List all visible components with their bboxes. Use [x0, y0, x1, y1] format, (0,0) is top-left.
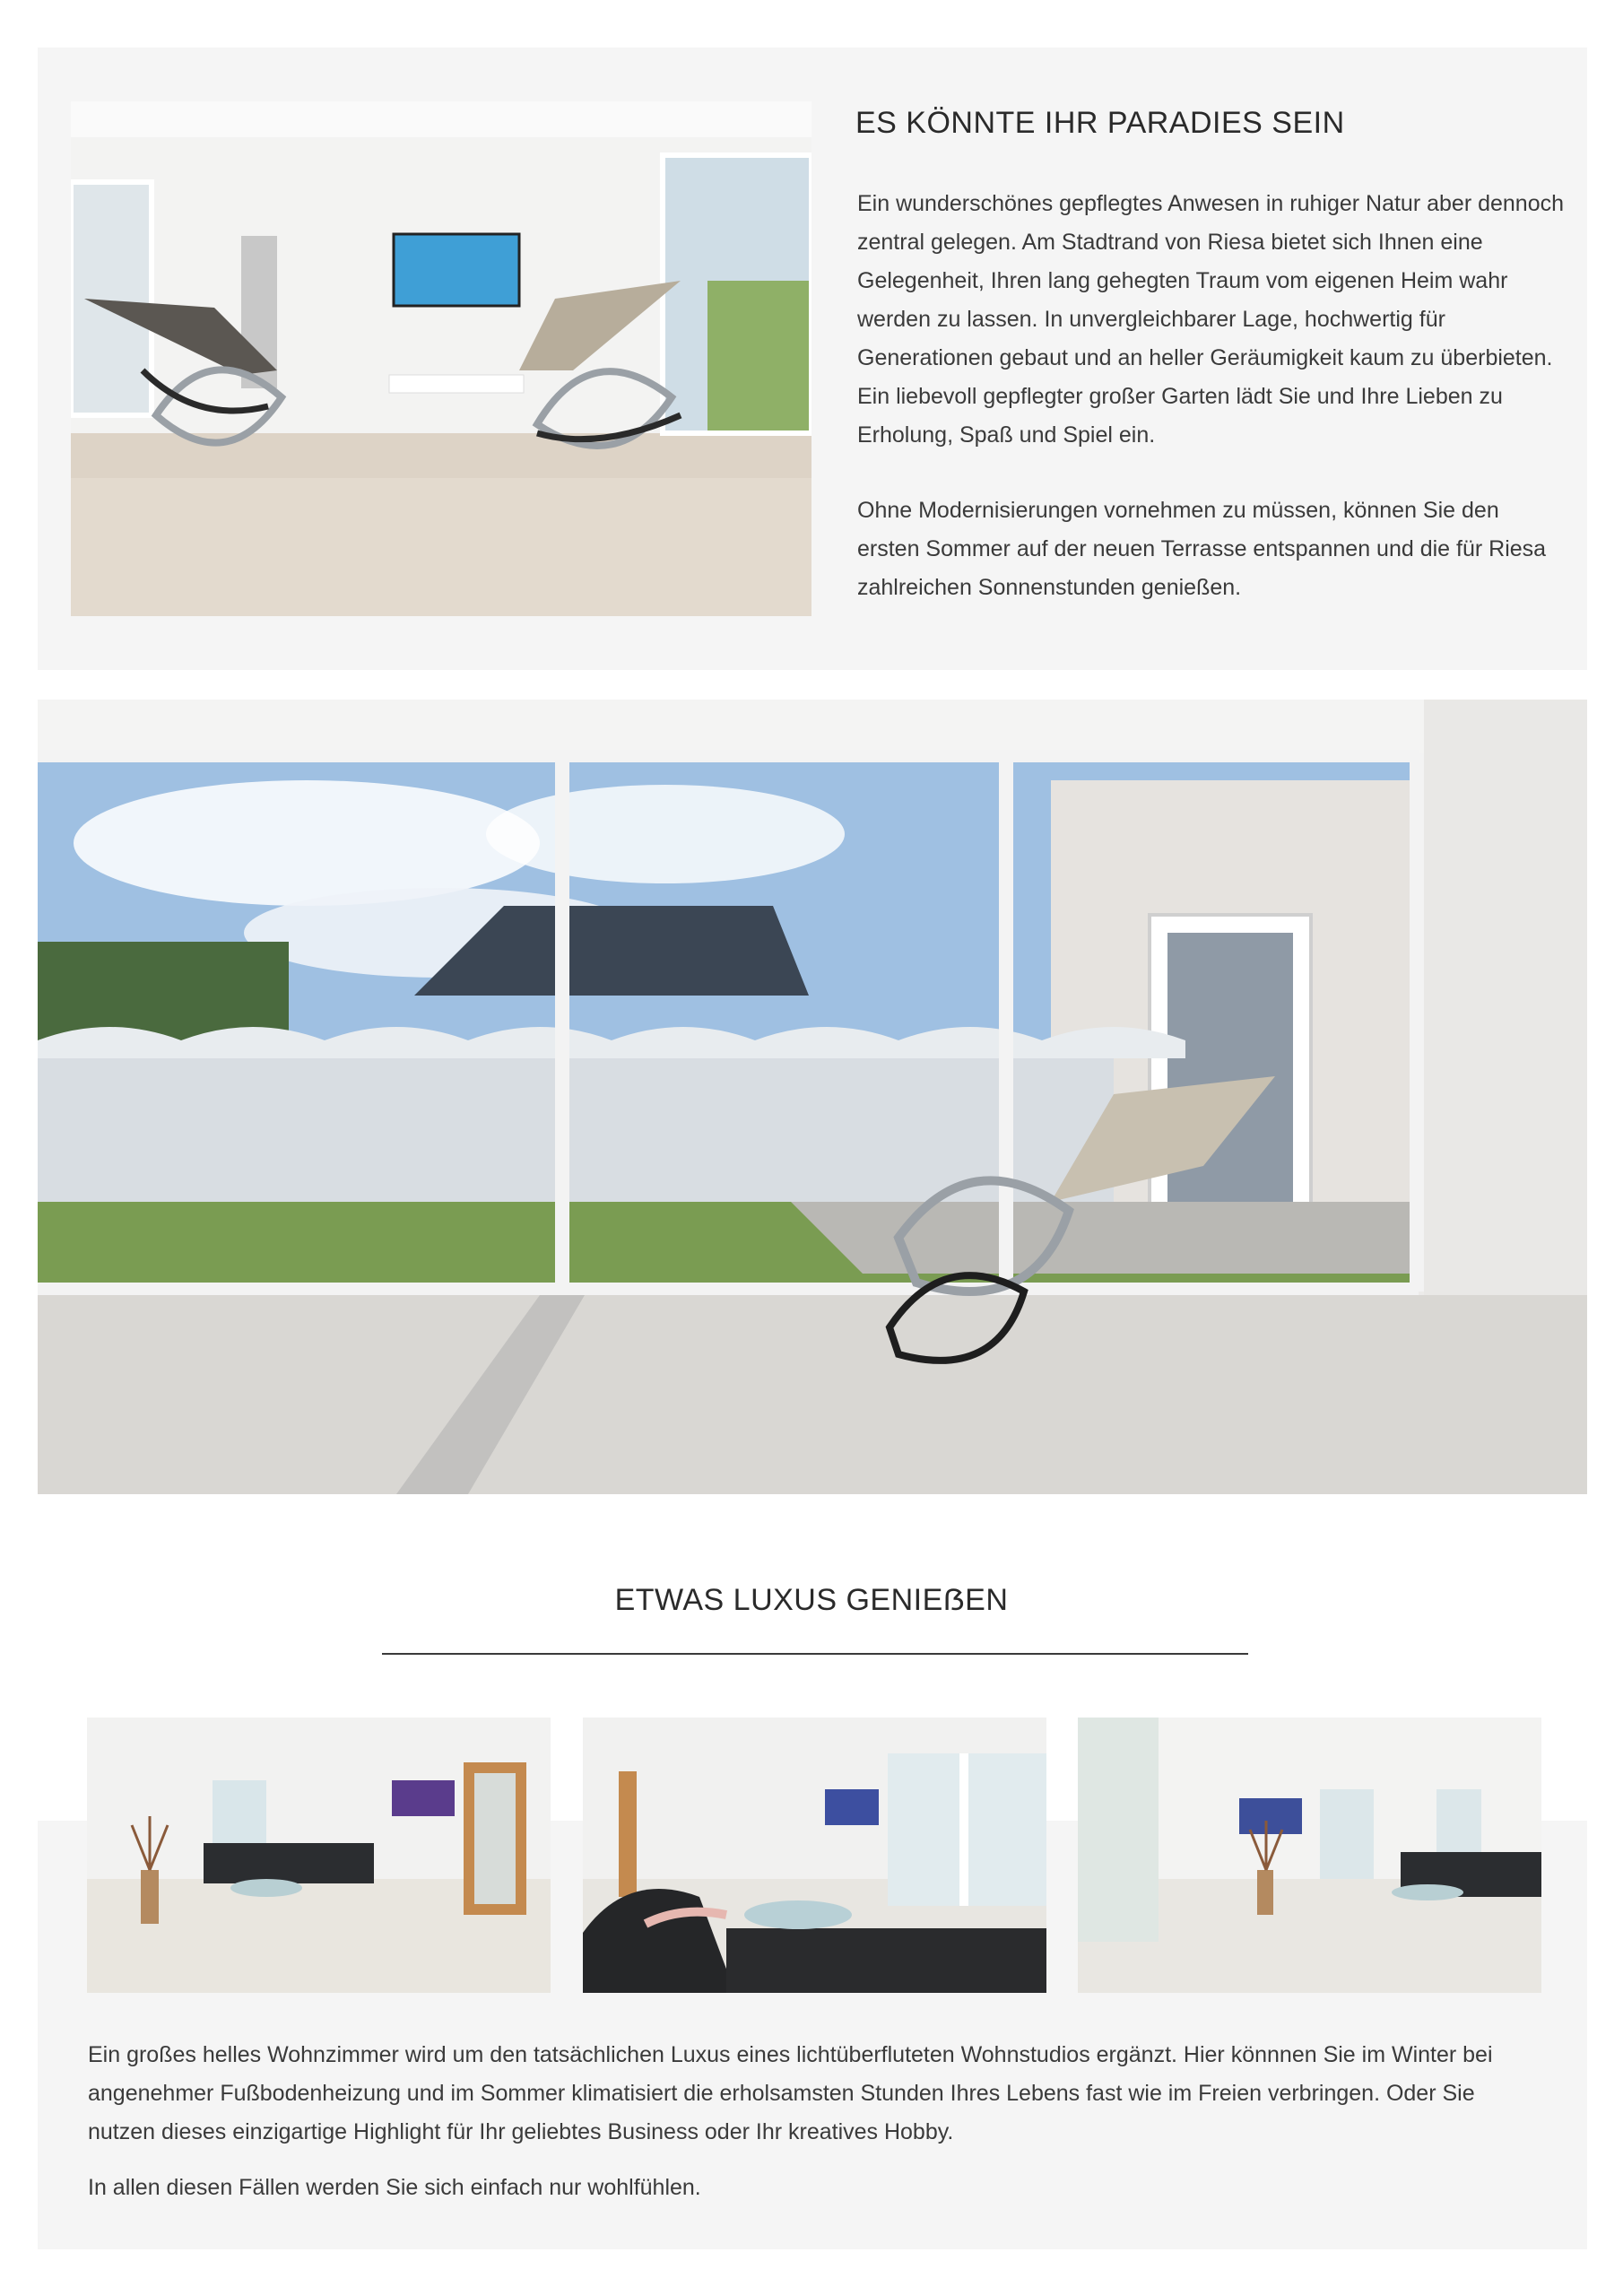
bright-living-space-photo — [1078, 1718, 1541, 1993]
studio-window-garden-photo — [38, 700, 1587, 1494]
intro-paragraph-2: Ohne Modernisierungen vornehmen zu müssen, können Sie den ersten Sommer auf der neuen Terrasse entspannen und die für Riesa zahlreichen Sonnenstunden genießen. — [857, 498, 1547, 600]
intro-paragraph-1: Ein wunderschönes gepflegtes Anwesen in ruhiger Natur aber dennoch zentral gelegen. Am Stadtrand von Riesa bietet sich Ihnen eine Gelegenheit, Ihren lang gehegten Traum vom eigenen Heim wahr werden zu lassen. In unvergleichbarer Lage, hochwertig für Generationen gebaut und an heller Geräumigkeit kaum zu überbieten. Ein liebevoll gepflegter großer Garten lädt Sie und Ihre Lieben zu Erholung, Spaß und Spiel ein. — [857, 191, 1565, 448]
living-room-sofa-photo — [87, 1718, 551, 1993]
title-divider — [382, 1653, 1248, 1655]
intro-title: ES KÖNNTE IHR PARADIES SEIN — [855, 106, 1345, 140]
studio-leather-sofa-photo — [583, 1718, 1046, 1993]
living-room-lounge-chairs-photo — [71, 101, 812, 616]
luxury-title: ETWAS LUXUS GENIEẞEN — [614, 1583, 1009, 1617]
luxury-paragraph-1: Ein großes helles Wohnzimmer wird um den tatsächlichen Luxus eines lichtüberfluteten Wohnstudios ergänzt. Hier könnnen Sie im Winter bei angenehmer Fußbodenheizung und im Sommer klimatisiert die erholsamsten Stunden Ihres Lebens fast wie im Freien verbringen. Oder Sie nutzen dieses einzigartige Highlight für Ihr geliebtes Business oder Ihr kreatives Hobby. — [88, 2042, 1493, 2144]
luxury-paragraph-2: In allen diesen Fällen werden Sie sich einfach nur wohlfühlen. — [88, 2175, 701, 2200]
